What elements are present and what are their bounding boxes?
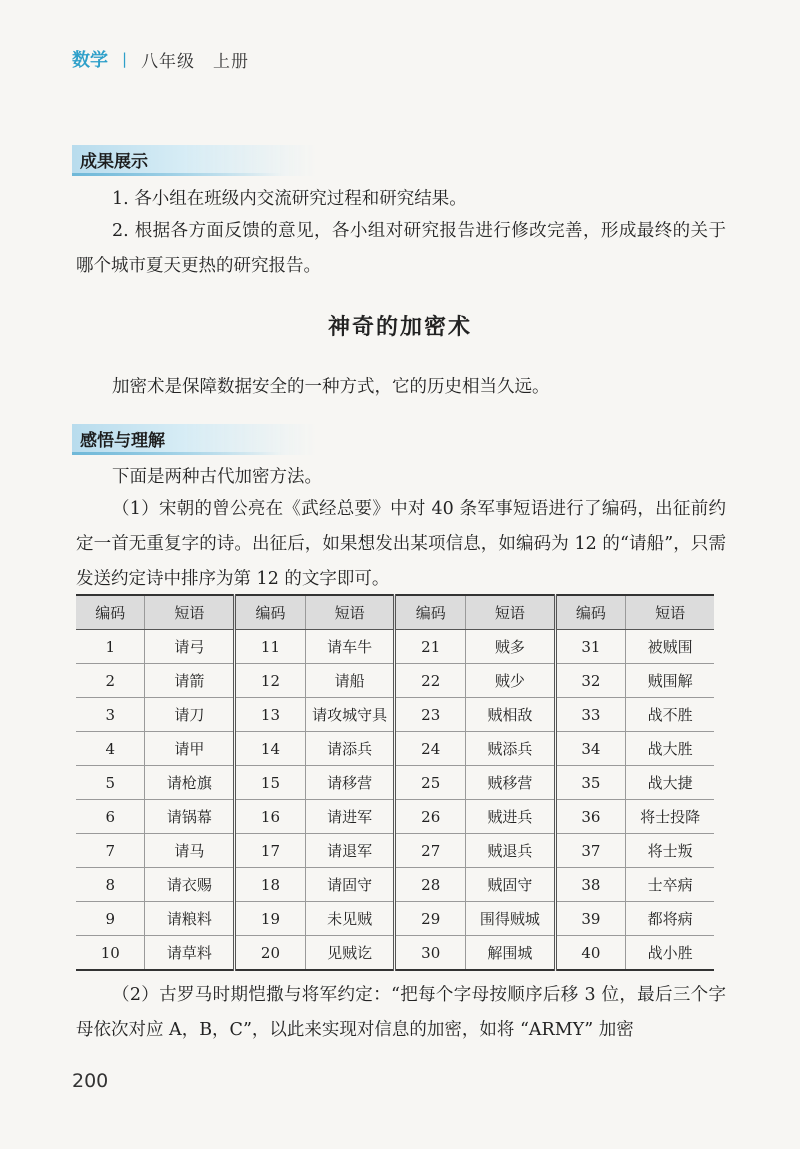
code-cell: 15 (235, 766, 305, 800)
phrase-cell: 请枪旗 (145, 766, 235, 800)
code-cell: 19 (235, 902, 305, 936)
phrase-cell: 战小胜 (626, 936, 714, 971)
code-cell: 1 (76, 630, 145, 664)
code-cell: 38 (555, 868, 625, 902)
table-row (76, 664, 714, 698)
phrase-cell: 请攻城守具 (305, 698, 395, 732)
table-row (76, 936, 714, 971)
code-cell: 20 (235, 936, 305, 971)
code-cell: 3 (76, 698, 145, 732)
section-heading-understanding (72, 424, 317, 455)
code-cell: 39 (555, 902, 625, 936)
code-cell: 17 (235, 834, 305, 868)
phrase-cell: 都将病 (626, 902, 714, 936)
phrase-cell: 战不胜 (626, 698, 714, 732)
phrase-cell: 将士投降 (626, 800, 714, 834)
table-header-code: 编码 (395, 595, 465, 630)
phrase-cell: 被贼围 (626, 630, 714, 664)
table-body (76, 630, 714, 971)
section-heading-results (72, 145, 317, 176)
phrase-cell: 贼多 (465, 630, 555, 664)
phrase-cell: 战大胜 (626, 732, 714, 766)
phrase-cell: 解围城 (465, 936, 555, 971)
phrase-cell: 贼少 (465, 664, 555, 698)
phrase-cell: 贼围解 (626, 664, 714, 698)
code-cell: 30 (395, 936, 465, 971)
table-row (76, 630, 714, 664)
phrase-cell: 未见贼 (305, 902, 395, 936)
code-cell: 13 (235, 698, 305, 732)
table-header-code: 编码 (555, 595, 625, 630)
code-cell: 2 (76, 664, 145, 698)
military-code-table (76, 594, 714, 971)
code-cell: 27 (395, 834, 465, 868)
code-cell: 34 (555, 732, 625, 766)
code-cell: 10 (76, 936, 145, 971)
code-cell: 40 (555, 936, 625, 971)
code-cell: 6 (76, 800, 145, 834)
phrase-cell: 贼退兵 (465, 834, 555, 868)
phrase-cell: 请弓 (145, 630, 235, 664)
code-cell: 28 (395, 868, 465, 902)
phrase-cell: 请固守 (305, 868, 395, 902)
header-separator: | (122, 50, 128, 68)
phrase-cell: 将士叛 (626, 834, 714, 868)
phrase-cell: 请箭 (145, 664, 235, 698)
table-row (76, 902, 714, 936)
code-cell: 36 (555, 800, 625, 834)
phrase-cell: 请草料 (145, 936, 235, 971)
code-cell: 24 (395, 732, 465, 766)
phrase-cell: 请移营 (305, 766, 395, 800)
phrase-cell: 见贼讫 (305, 936, 395, 971)
phrase-cell: 贼固守 (465, 868, 555, 902)
grade-label: 八年级 上册 (141, 51, 250, 72)
code-cell: 18 (235, 868, 305, 902)
page-number: 200 (72, 1070, 109, 1092)
phrase-cell: 战大捷 (626, 766, 714, 800)
understanding-paragraph-2: （1）宋朝的曾公亮在《武经总要》中对 40 条军事短语进行了编码，出征前约定一首无重复字的诗。出征后，如果想发出某项信息，如编码为 12 的“请船”，只需发送约定诗中排序为第 12 的文字即可。 (76, 499, 726, 589)
article-title: 神奇的加密术 (327, 315, 472, 340)
code-cell: 35 (555, 766, 625, 800)
page-header (72, 46, 249, 72)
code-cell: 5 (76, 766, 145, 800)
code-cell: 12 (235, 664, 305, 698)
phrase-cell: 请刀 (145, 698, 235, 732)
phrase-cell: 贼添兵 (465, 732, 555, 766)
phrase-cell: 请锅幕 (145, 800, 235, 834)
phrase-cell: 请船 (305, 664, 395, 698)
phrase-cell: 请添兵 (305, 732, 395, 766)
phrase-cell: 请甲 (145, 732, 235, 766)
intro-paragraph: 加密术是保障数据安全的一种方式，它的历史相当久远。 (112, 377, 550, 397)
table-header-phrase: 短语 (465, 595, 555, 630)
table-header-phrase: 短语 (305, 595, 395, 630)
table-row (76, 698, 714, 732)
phrase-cell: 围得贼城 (465, 902, 555, 936)
understanding-paragraph-1: 下面是两种古代加密方法。 (112, 467, 322, 487)
table-row (76, 800, 714, 834)
table-header-phrase: 短语 (145, 595, 235, 630)
code-cell: 4 (76, 732, 145, 766)
table-header-phrase: 短语 (626, 595, 714, 630)
code-cell: 32 (555, 664, 625, 698)
table-header-code: 编码 (235, 595, 305, 630)
code-cell: 9 (76, 902, 145, 936)
code-cell: 29 (395, 902, 465, 936)
code-cell: 23 (395, 698, 465, 732)
code-cell: 33 (555, 698, 625, 732)
code-cell: 11 (235, 630, 305, 664)
code-cell: 8 (76, 868, 145, 902)
code-cell: 26 (395, 800, 465, 834)
results-paragraph-2: 2. 根据各方面反馈的意见，各小组对研究报告进行修改完善，形成最终的关于哪个城市夏天更热的研究报告。 (76, 221, 726, 276)
phrase-cell: 请车牛 (305, 630, 395, 664)
phrase-cell: 请退军 (305, 834, 395, 868)
subject-label: 数学 (72, 50, 108, 71)
table-row (76, 732, 714, 766)
code-cell: 21 (395, 630, 465, 664)
phrase-cell: 请进军 (305, 800, 395, 834)
phrase-cell: 贼移营 (465, 766, 555, 800)
phrase-cell: 请衣赐 (145, 868, 235, 902)
table-header-code: 编码 (76, 595, 145, 630)
table-row (76, 834, 714, 868)
understanding-paragraph-3: （2）古罗马时期恺撒与将军约定：“把每个字母按顺序后移 3 位，最后三个字母依次对应 A，B，C”，以此来实现对信息的加密，如将 “ARMY” 加密 (76, 985, 726, 1040)
section-heading-understanding-text: 感悟与理解 (80, 430, 165, 451)
code-cell: 22 (395, 664, 465, 698)
table-row (76, 868, 714, 902)
phrase-cell: 贼进兵 (465, 800, 555, 834)
phrase-cell: 请粮料 (145, 902, 235, 936)
code-cell: 7 (76, 834, 145, 868)
table-row (76, 766, 714, 800)
table-header-row (76, 595, 714, 630)
code-cell: 31 (555, 630, 625, 664)
code-cell: 14 (235, 732, 305, 766)
results-paragraph-1: 1. 各小组在班级内交流研究过程和研究结果。 (112, 189, 467, 209)
phrase-cell: 士卒病 (626, 868, 714, 902)
phrase-cell: 请马 (145, 834, 235, 868)
code-cell: 37 (555, 834, 625, 868)
section-heading-results-text: 成果展示 (80, 151, 148, 172)
code-cell: 25 (395, 766, 465, 800)
phrase-cell: 贼相敌 (465, 698, 555, 732)
code-cell: 16 (235, 800, 305, 834)
